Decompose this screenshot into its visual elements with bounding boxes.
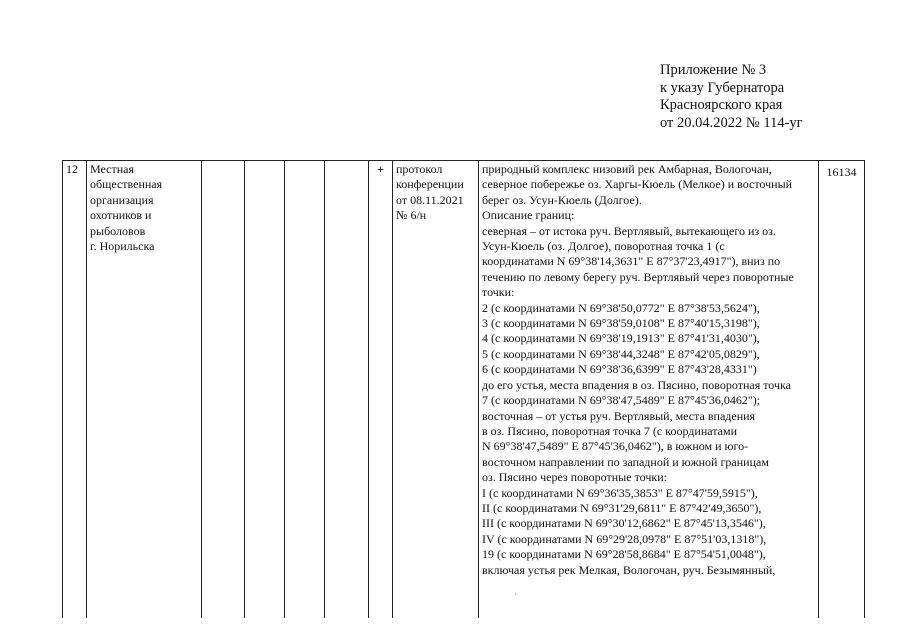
description-line: Описание границ: [482,208,575,223]
description-line: 2 (с координатами N 69°38'50,0772" E 87°38'53,5624"), [482,300,760,315]
organization-line: охотников и [90,208,152,223]
description-line: до его устья, места впадения в оз. Пясино, поворотная точка [482,377,791,392]
description-line: северная – от истока руч. Вертлявый, вытекающего из оз. [482,223,776,238]
protocol-line: конференции [396,177,464,192]
description-line: оз. Пясино через поворотные точки: [482,470,667,485]
description-line: N 69°38'47,5489" E 87°45'36,0462"), в южном и юго- [482,439,749,454]
description-line: восточная – от устья руч. Вертлявый, места впадения [482,408,756,423]
row-number: 12 [66,162,78,176]
protocol-line: от 08.11.2021 [396,192,464,207]
organization-line: Местная [90,162,134,176]
description-line: координатами N 69°38'14,3631" E 87°37'23,4917"), вниз по [482,254,781,269]
description-line: течению по левому берегу руч. Вертлявый через поворотные [482,269,794,284]
description-line: 7 (с координатами N 69°38'47,5489" E 87°45'36,0462"); [482,393,761,408]
description-line: IV (с координатами N 69°29'28,0978" E 87°51'03,1318"), [482,531,767,546]
row-number-cell [63,161,87,619]
header-line: к указу Губернатора [660,79,785,96]
organization-line: г. Норильска [90,239,155,254]
empty-cell [202,161,245,619]
description-line: точки: [482,285,515,300]
description-line: I (с координатами N 69°36'35,3853" E 87°47'59,5915"), [482,485,758,500]
scan-dot: · [514,590,517,599]
organization-line: рыболовов [90,223,146,238]
header-line: Красноярского края [660,97,783,113]
protocol-line: протокол [396,162,443,176]
description-line: 4 (с координатами N 69°38'19,1913" E 87°41'31,4030"), [482,331,760,346]
boundary-description-cell [479,161,819,619]
hunting-grounds-table [62,160,865,618]
description-line: 5 (с координатами N 69°38'44,3248" E 87°42'05,0829"), [482,346,760,361]
description-line: северное побережье оз. Харгы-Кюель (Мелкое) и восточный [482,177,793,192]
appendix-header [660,62,803,132]
organization-cell [87,161,202,619]
empty-cell [285,161,325,619]
mark-cell [369,161,393,619]
description-line: III (с координатами N 69°30'12,6862" E 87°45'13,3546"), [482,516,766,531]
description-line: в оз. Пясино, поворотная точка 7 (с координатами [482,423,737,438]
description-line: включая устья рек Мелкая, Вологочан, руч. Безымянный, [482,562,776,577]
description-line: берег оз. Усун-Кюель (Долгое). [482,192,642,207]
protocol-line: № 6/н [396,208,427,223]
empty-cell [325,161,369,619]
plus-mark: + [377,162,384,176]
organization-line: организация [90,192,154,207]
header-line: от 20.04.2022 № 114-уг [660,114,803,131]
description-line: 19 (с координатами N 69°28'58,8684" E 87°54'51,0048"), [482,547,766,562]
description-line: Усун-Кюель (оз. Долгое), поворотная точка 1 (с [482,239,725,254]
header-line: Приложение № 3 [660,62,767,78]
table-row [63,161,865,619]
description-line: 3 (с координатами N 69°38'59,0108" E 87°40'15,3198"), [482,316,760,331]
protocol-cell [393,161,479,619]
description-line: восточном направлении по западной и южной границам [482,454,769,469]
empty-cell [245,161,285,619]
description-line: 6 (с координатами N 69°38'36,6399" E 87°43'28,4331") [482,362,757,377]
organization-line: общественная [90,177,163,192]
area-cell [819,161,865,619]
area-value: 16134 [826,165,857,179]
description-line: природный комплекс низовий рек Амбарная, Вологочан, [482,162,772,176]
description-line: II (с координатами N 69°31'29,6811" E 87°42'49,3650"), [482,500,762,515]
